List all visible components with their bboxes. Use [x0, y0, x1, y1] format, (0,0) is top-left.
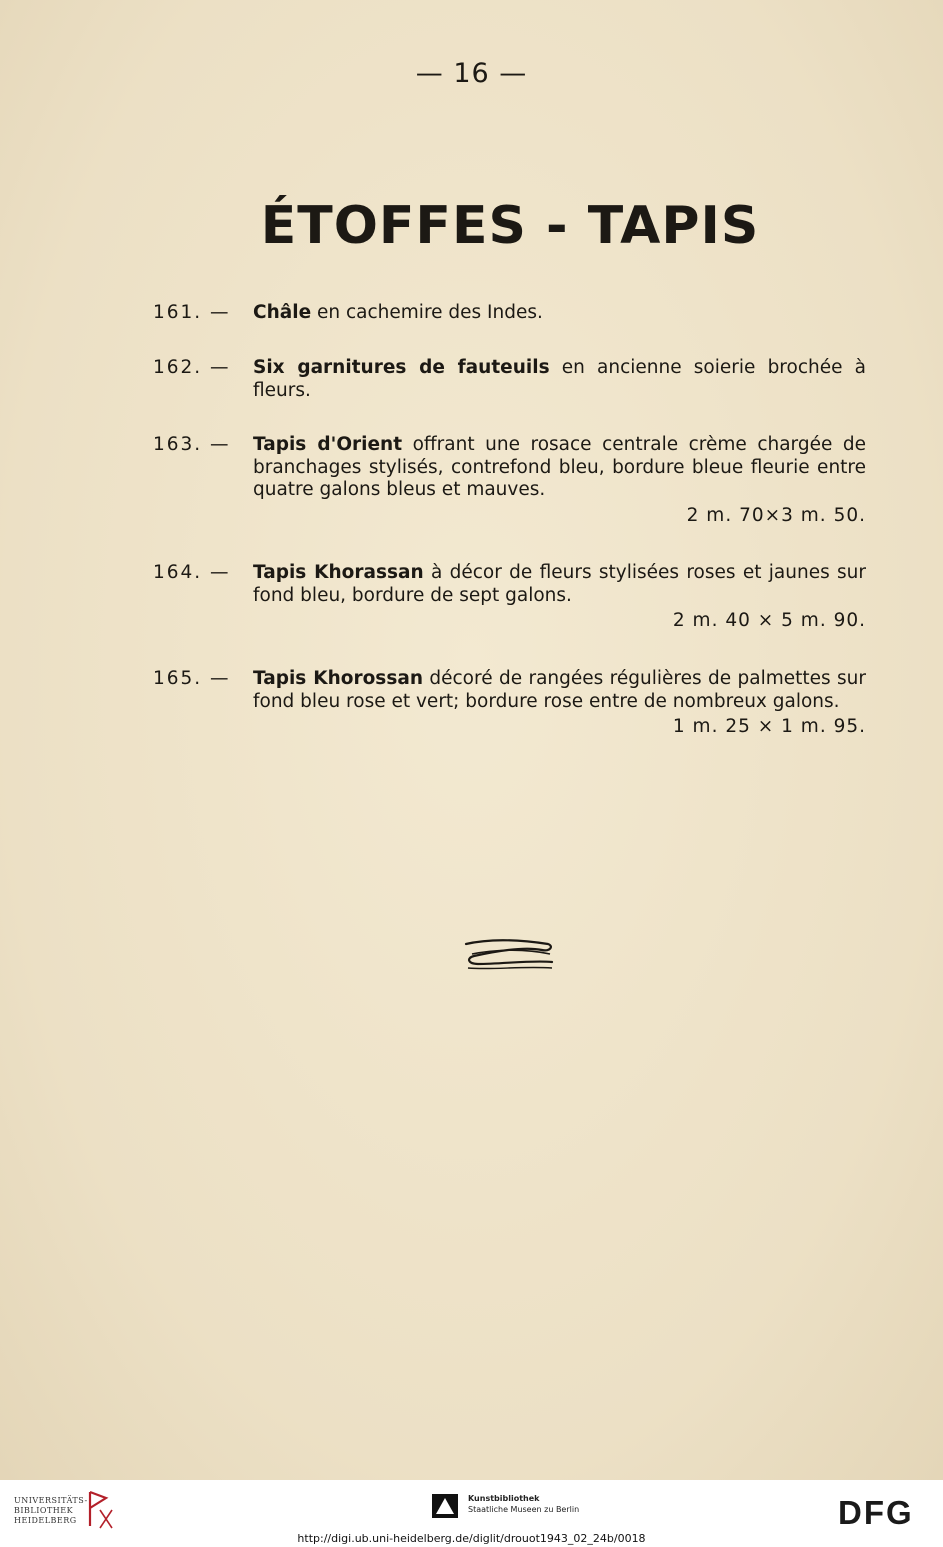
lot-dash: — [210, 357, 229, 378]
catalog-entry [153, 562, 866, 633]
lot-number: 165. [153, 668, 203, 689]
catalog-entry [153, 668, 866, 739]
section-title: ÉTOFFES - TAPIS [260, 196, 760, 256]
lot-description-block [253, 562, 866, 607]
lot-description-block [253, 434, 866, 502]
ub-heidelberg-text [14, 1496, 88, 1526]
lot-number: 161. [153, 302, 203, 323]
kunstbibliothek-text [468, 1493, 579, 1515]
lot-number: 162. [153, 357, 203, 378]
catalog-entry [153, 434, 866, 527]
lot-description: en ancienne soierie brochée à fleurs. [253, 357, 866, 401]
lot-description: décoré de rangées régulières de palmettes sur fond bleu rose et vert; bordure rose entre de nombreux galons. [253, 668, 867, 712]
catalog-entry [153, 302, 866, 325]
lot-description: à décor de fleurs stylisées roses et jaunes sur fond bleu, bordure de sept galons. [253, 562, 866, 606]
lot-description: en cachemire des Indes. [311, 302, 543, 323]
flourish-ornament [462, 936, 556, 976]
source-url[interactable]: http://digi.ub.uni-heidelberg.de/diglit/drouot1943_02_24b/0018 [297, 1532, 646, 1545]
lot-dimensions: 1 m. 25 × 1 m. 95. [672, 716, 866, 737]
lot-title: Six garnitures de fauteuils [253, 357, 550, 378]
lot-description-block [253, 357, 866, 402]
lot-title: Tapis d'Orient [253, 434, 403, 455]
lot-dash: — [210, 668, 229, 689]
lot-dimensions: 2 m. 70×3 m. 50. [686, 504, 866, 526]
lot-description-block [253, 668, 866, 713]
page-number: — 16 — [415, 58, 528, 89]
ub-line: UNIVERSITÄTS- [14, 1496, 88, 1505]
lot-dash: — [210, 302, 229, 323]
lot-description-block [253, 302, 866, 325]
lot-number: 163. [153, 434, 203, 455]
lot-number: 164. [153, 562, 203, 583]
dfg-logo: DFG [838, 1494, 914, 1531]
lot-title: Tapis Khorossan [253, 668, 423, 689]
kunstbibliothek-logo-icon [432, 1494, 458, 1518]
kb-name: Kunstbibliothek [468, 1494, 540, 1503]
catalog-entry [153, 357, 866, 402]
lot-dash: — [210, 562, 229, 583]
lot-title: Châle [253, 302, 312, 323]
lot-dash: — [210, 434, 229, 455]
kb-subtitle: Staatliche Museen zu Berlin [468, 1505, 580, 1514]
ub-line: HEIDELBERG [14, 1516, 77, 1525]
lot-title: Tapis Khorassan [253, 562, 424, 583]
lot-description: offrant une rosace centrale crème chargée de branchages stylisés, contrefond bleu, bordure bleue fleurie entre quatre galons bleus et mauves. [253, 434, 866, 500]
ub-line: BIBLIOTHEK [14, 1506, 74, 1515]
lot-dimensions: 2 m. 40 × 5 m. 90. [672, 610, 866, 631]
ub-heidelberg-logo-icon [86, 1488, 114, 1530]
